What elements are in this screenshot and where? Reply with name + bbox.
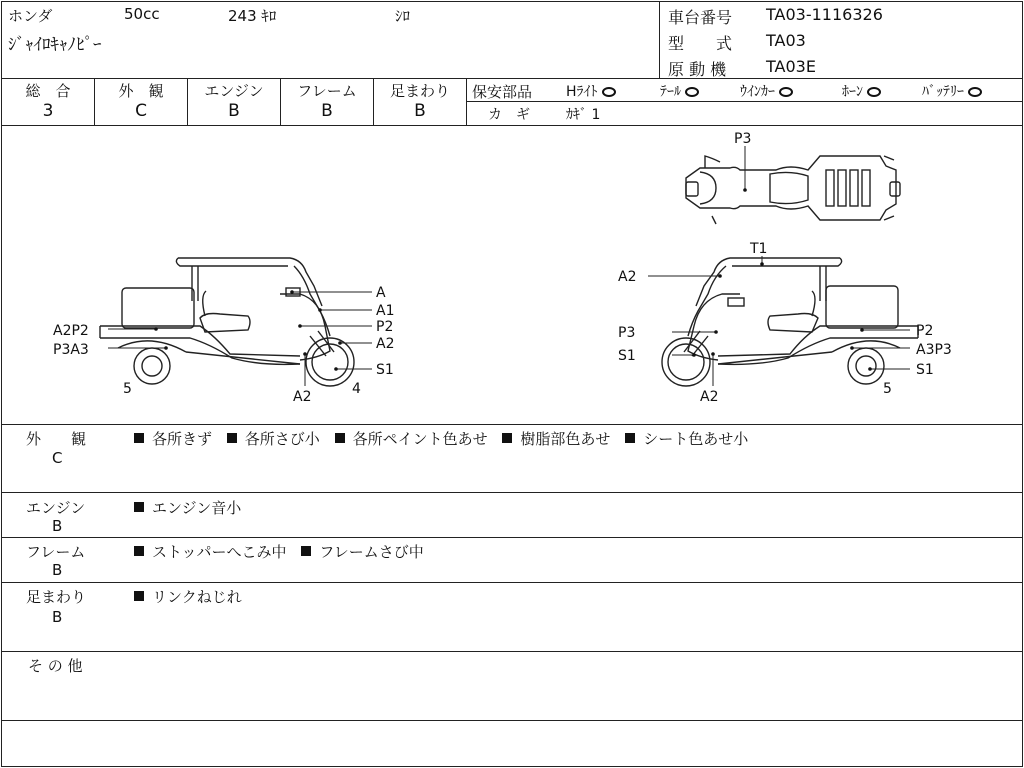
key-value: ｶｷﾞ 1 <box>566 107 601 123</box>
note-grade-engine: B <box>52 517 63 535</box>
diagram-label: A2 <box>700 389 719 405</box>
diagram-label: P2 <box>916 323 934 339</box>
note-item <box>335 430 488 448</box>
note-label-engine: エンジン <box>26 499 86 517</box>
bullet-square-icon <box>502 433 512 443</box>
bullet-square-icon <box>134 591 144 601</box>
diagram-label: S1 <box>376 362 394 378</box>
diagram-label: A3P3 <box>916 342 952 358</box>
note-label-suspension: 足まわり <box>26 588 87 606</box>
type-label: 型 式 <box>668 34 733 53</box>
safety-item-horn <box>842 81 881 101</box>
bullet-square-icon <box>625 433 635 443</box>
safety-item-name: Hﾗｲﾄ <box>566 84 598 100</box>
bullet-square-icon <box>227 433 237 443</box>
diagram-label: S1 <box>618 348 636 364</box>
grade-value-overall: 3 <box>42 101 54 121</box>
divider <box>1 651 1023 652</box>
note-item <box>301 543 423 561</box>
note-grade-exterior: C <box>52 449 63 467</box>
safety-item-name: ﾊﾞｯﾃﾘｰ <box>922 84 964 100</box>
maker-name: ホンダ <box>8 7 53 25</box>
grade-value-suspension: B <box>414 101 426 121</box>
divider <box>1 492 1023 493</box>
model-name: ｼﾞｬｲﾛｷｬﾉﾋﾟｰ <box>8 35 102 55</box>
grade-label-exterior: 外 観 <box>118 82 164 100</box>
note-items-suspension <box>134 586 252 607</box>
grade-label-suspension: 足まわり <box>389 82 450 100</box>
diagram-label: S1 <box>916 362 934 378</box>
note-label-frame: フレーム <box>26 543 86 561</box>
grade-label-overall: 総 合 <box>25 82 71 100</box>
ok-circle-icon <box>602 87 616 97</box>
ok-circle-icon <box>685 87 699 97</box>
displacement: 50cc <box>124 5 160 23</box>
note-item <box>502 430 610 448</box>
divider <box>1 424 1023 425</box>
note-grade-frame: B <box>52 561 63 579</box>
ok-circle-icon <box>968 87 982 97</box>
divider <box>1 582 1023 583</box>
divider <box>466 78 467 125</box>
body-color: ｼﾛ <box>395 7 411 25</box>
note-label-other: そ の 他 <box>28 657 83 675</box>
diagram-label: A1 <box>376 303 395 319</box>
safety-label: 保安部品 <box>472 83 533 101</box>
diagram-label: P3 <box>734 131 752 147</box>
diagram-label: T1 <box>750 241 768 257</box>
note-label-exterior: 外 観 <box>26 430 87 448</box>
note-items-engine <box>134 497 251 518</box>
note-items-frame <box>134 541 434 562</box>
engine-label: 原 動 機 <box>668 60 727 79</box>
diagram-label: 5 <box>883 381 892 397</box>
diagram-label: A2P2 <box>53 323 89 339</box>
note-text: シート色あせ小 <box>643 430 749 448</box>
diagram-label: A2 <box>293 389 312 405</box>
left-side-view-icon <box>100 258 354 386</box>
diagram-label: A <box>376 285 386 301</box>
note-item <box>134 499 241 517</box>
bullet-square-icon <box>301 546 311 556</box>
note-text: リンクねじれ <box>152 588 242 606</box>
grade-label-frame: フレーム <box>297 82 357 100</box>
safety-item-winker <box>740 81 793 101</box>
divider <box>467 101 1023 102</box>
safety-item-tail <box>660 81 699 101</box>
type-value: TA03 <box>766 31 806 50</box>
bullet-square-icon <box>134 433 144 443</box>
divider <box>1 720 1023 721</box>
note-text: 各所きず <box>152 430 213 448</box>
safety-item-headlight <box>566 81 616 101</box>
engine-model: TA03E <box>766 57 816 76</box>
divider <box>1 78 1023 79</box>
top-view-icon <box>686 156 900 224</box>
bullet-square-icon <box>134 502 144 512</box>
safety-item-name: ｳｲﾝｶｰ <box>740 84 775 100</box>
diagram-label: A2 <box>376 336 395 352</box>
note-item <box>134 543 287 561</box>
diagram-label: P3A3 <box>53 342 89 358</box>
diagram-label: P2 <box>376 319 394 335</box>
note-text: 樹脂部色あせ <box>520 430 611 448</box>
note-item <box>134 430 212 448</box>
note-item <box>227 430 320 448</box>
note-text: 各所さび小 <box>244 430 320 448</box>
mileage: 243 ｷﾛ <box>228 7 277 25</box>
divider <box>659 1 660 79</box>
note-text: ストッパーへこみ中 <box>152 543 287 561</box>
safety-item-name: ﾃｰﾙ <box>660 84 681 100</box>
note-item <box>134 588 242 606</box>
note-text: エンジン音小 <box>152 499 242 517</box>
safety-item-name: ﾎｰﾝ <box>842 84 863 100</box>
diagram-label: 4 <box>352 381 361 397</box>
diagram-label: P3 <box>618 325 636 341</box>
diagram-label: A2 <box>618 269 637 285</box>
note-text: フレームさび中 <box>319 543 424 561</box>
note-text: 各所ペイント色あせ <box>352 430 488 448</box>
chassis-number: TA03-1116326 <box>766 5 883 24</box>
note-item <box>625 430 748 448</box>
grade-value-engine: B <box>228 101 240 121</box>
divider <box>1 537 1023 538</box>
right-side-view-icon <box>662 258 918 386</box>
damage-diagram <box>0 126 1024 424</box>
grade-label-engine: エンジン <box>204 82 264 100</box>
grade-value-frame: B <box>321 101 333 121</box>
key-label: カ ギ <box>488 107 530 123</box>
bullet-square-icon <box>134 546 144 556</box>
note-items-exterior <box>134 428 758 449</box>
note-grade-suspension: B <box>52 608 63 626</box>
ok-circle-icon <box>867 87 881 97</box>
ok-circle-icon <box>779 87 793 97</box>
chassis-label: 車台番号 <box>668 8 733 27</box>
grade-value-exterior: C <box>135 101 147 121</box>
safety-item-battery <box>922 81 982 101</box>
bullet-square-icon <box>335 433 345 443</box>
diagram-label: 5 <box>123 381 132 397</box>
